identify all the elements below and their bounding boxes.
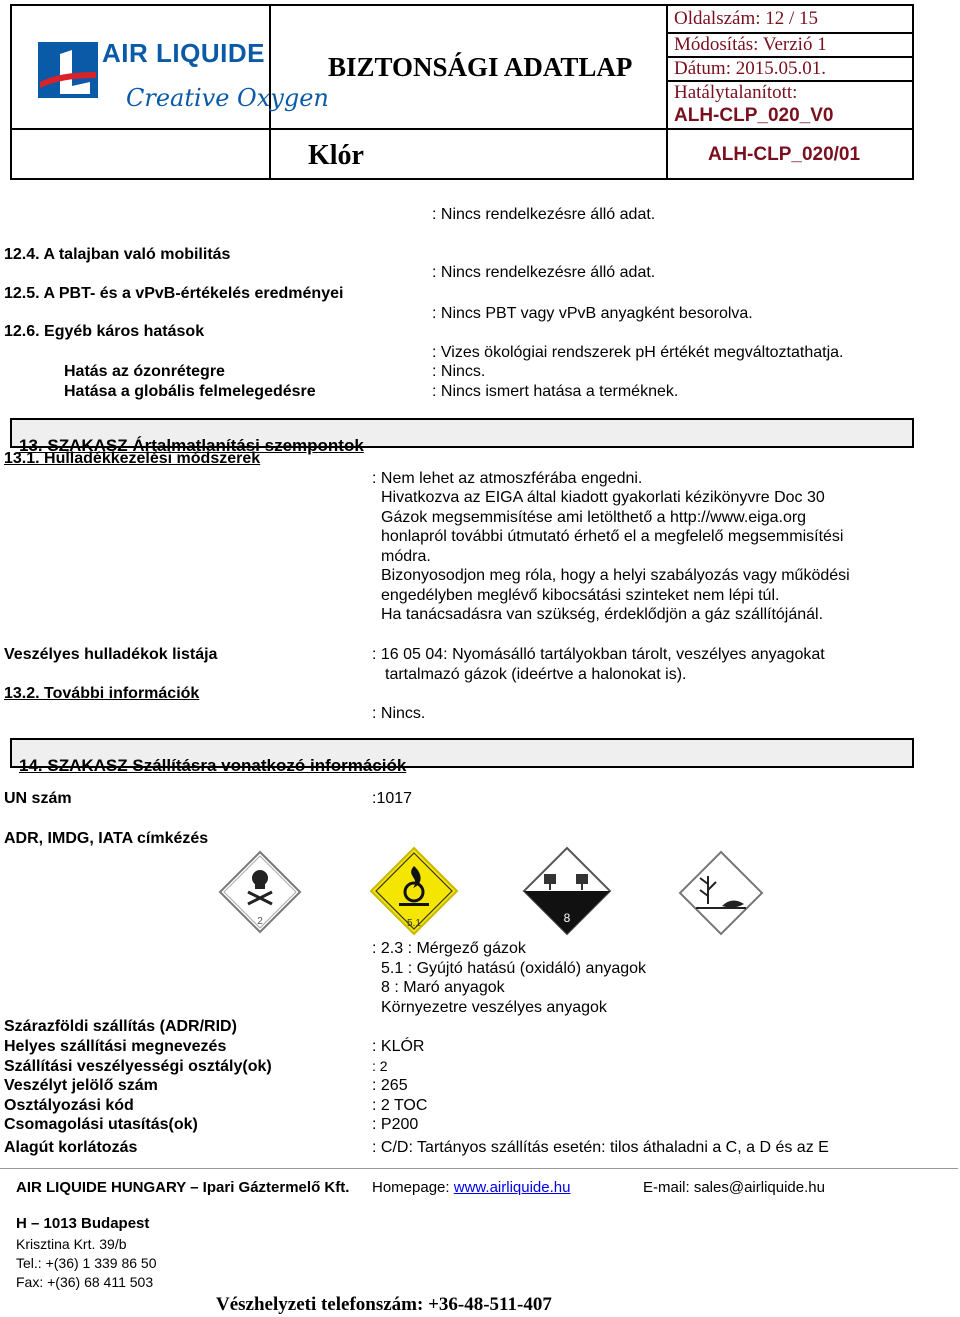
s13-info-value: : Nincs.	[372, 705, 426, 722]
footer-city: H – 1013 Budapest	[16, 1215, 150, 1232]
footer-fax: Fax: +(36) 68 411 503	[16, 1274, 154, 1290]
s14-labels-label: ADR, IMDG, IATA címkézés	[4, 830, 209, 847]
s13-methods-line: Ha tanácsadásra van szükség, érdeklődjön a gáz szállítójánál.	[381, 606, 824, 623]
s13-info-label: 13.2. További információk	[4, 685, 200, 702]
s14-row-label: Alagút korlátozás	[4, 1139, 138, 1156]
s13-methods-line: módra.	[381, 548, 431, 565]
section-14-title: 14. SZAKASZ Szállításra vonatkozó információk	[19, 756, 407, 775]
revision-date: Dátum: 2015.05.01.	[674, 58, 826, 79]
s14-un-label: UN szám	[4, 790, 72, 807]
s14-un-value: :1017	[372, 790, 413, 807]
section-13-title: 13. SZAKASZ Ártalmatlanítási szempontok	[19, 436, 364, 455]
footer-rule	[0, 1168, 958, 1169]
logo-tagline: Creative Oxygen	[126, 84, 329, 112]
s12-top-value: : Nincs rendelkezésre álló adat.	[432, 206, 656, 223]
s13-waste-line2: tartalmazó gázok (ideértve a halonokat is).	[385, 666, 687, 683]
footer-tel: Tel.: +(36) 1 339 86 50	[16, 1255, 157, 1271]
s14-row-value: : 2	[372, 1058, 388, 1074]
s12-other-value: : Vizes ökológiai rendszerek pH értékét megváltoztathatja.	[432, 344, 844, 361]
footer-email: E-mail: sales@airliquide.hu	[643, 1179, 825, 1196]
s14-label-line: 8 : Maró anyagok	[381, 979, 505, 996]
footer-street: Krisztina Krt. 39/b	[16, 1236, 127, 1252]
air-liquide-logo-icon	[38, 42, 98, 98]
s14-row-label: Szállítási veszélyességi osztály(ok)	[4, 1058, 272, 1075]
footer-homepage-link[interactable]: www.airliquide.hu	[453, 1179, 571, 1196]
document-code: ALH-CLP_020/01	[708, 144, 861, 165]
s14-row-value: : C/D: Tartányos szállítás esetén: tilos áthaladni a C, a D és az E	[372, 1139, 829, 1156]
s13-methods-line: Bizonyosodjon meg róla, hogy a helyi szabályozás vagy működési	[381, 567, 850, 584]
page-number: Oldalszám: 12 / 15	[674, 8, 819, 29]
company-logo	[36, 34, 329, 124]
flame-over-circle-icon	[369, 846, 459, 936]
supersedes-label: Hatálytalanított:	[674, 82, 798, 103]
s13-waste-line1: : 16 05 04: Nyomásálló tartályokban tárolt, veszélyes anyagokat	[372, 646, 825, 663]
s12-other-label: 12.6. Egyéb káros hatások	[4, 323, 205, 340]
footer-company: AIR LIQUIDE HUNGARY – Ipari Gáztermelő Kft.	[16, 1179, 350, 1196]
s13-waste-label: Veszélyes hulladékok listája	[4, 646, 218, 663]
logo-name: AIR LIQUIDE	[102, 38, 265, 68]
s13-methods-line: engedélyben meglévő kibocsátási szinteket nem lépi túl.	[381, 587, 780, 604]
document-title: BIZTONSÁGI ADATLAP	[328, 52, 633, 82]
revision: Módosítás: Verzió 1	[674, 34, 827, 55]
s14-row-label: Osztályozási kód	[4, 1097, 134, 1114]
s14-land-label: Szárazföldi szállítás (ADR/RID)	[4, 1018, 237, 1035]
section-13-header	[10, 418, 914, 455]
s14-row-value: : 265	[372, 1077, 408, 1094]
s14-row-value: : KLÓR	[372, 1038, 425, 1055]
s12-mobility-label: 12.4. A talajban való mobilitás	[4, 246, 231, 263]
s12-pbt-label: 12.5. A PBT- és a vPvB-értékelés eredményei	[4, 285, 344, 302]
svg-text:8: 8	[563, 911, 571, 925]
s13-methods-line: Gázok megsemmisítése ami letölthető a http://www.eiga.org	[381, 509, 807, 526]
footer-homepage	[372, 1179, 570, 1196]
svg-text:2: 2	[257, 916, 263, 927]
s13-methods-line: honlapról további útmutató érhető el a megfelelő megsemmisítési	[381, 528, 844, 545]
s14-label-line: Környezetre veszélyes anyagok	[381, 999, 607, 1016]
s12-ozone-label: Hatás az ózonrétegre	[64, 363, 225, 380]
supersedes-code: ALH-CLP_020_V0	[674, 105, 834, 126]
product-name: Klór	[308, 140, 364, 171]
s14-row-label: Csomagolási utasítás(ok)	[4, 1116, 198, 1133]
s14-row-value: : 2 TOC	[372, 1097, 428, 1114]
s14-row-label: Helyes szállítási megnevezés	[4, 1038, 227, 1055]
s13-methods-label: 13.1. Hulladékkezelési módszerek	[4, 450, 261, 467]
svg-text:5.1: 5.1	[407, 918, 421, 929]
footer-homepage-label: Homepage:	[372, 1179, 450, 1196]
corrosion-icon	[522, 846, 612, 936]
section-14-header	[10, 738, 914, 775]
s14-label-line: 5.1 : Gyújtó hatású (oxidáló) anyagok	[381, 960, 647, 977]
s12-gw-label: Hatása a globális felmelegedésre	[64, 383, 316, 400]
s14-row-value: : P200	[372, 1116, 419, 1133]
s14-row-label: Veszélyt jelölő szám	[4, 1077, 158, 1094]
footer-emergency: Vészhelyzeti telefonszám: +36-48-511-407	[216, 1294, 552, 1315]
skull-crossbones-icon	[218, 850, 302, 934]
s12-mobility-value: : Nincs rendelkezésre álló adat.	[432, 264, 656, 281]
s13-methods-line: : Nem lehet az atmoszférába engedni.	[372, 470, 643, 487]
s13-methods-line: Hivatkozva az EIGA által kiadott gyakorlati kézikönyvre Doc 30	[381, 489, 825, 506]
document-header	[10, 4, 914, 180]
s12-ozone-value: : Nincs.	[432, 363, 486, 380]
s12-gw-value: : Nincs ismert hatása a terméknek.	[432, 383, 679, 400]
environment-icon	[678, 850, 764, 936]
s12-pbt-value: : Nincs PBT vagy vPvB anyagként besorolva.	[432, 305, 753, 322]
s14-label-line: : 2.3 : Mérgező gázok	[372, 940, 526, 957]
